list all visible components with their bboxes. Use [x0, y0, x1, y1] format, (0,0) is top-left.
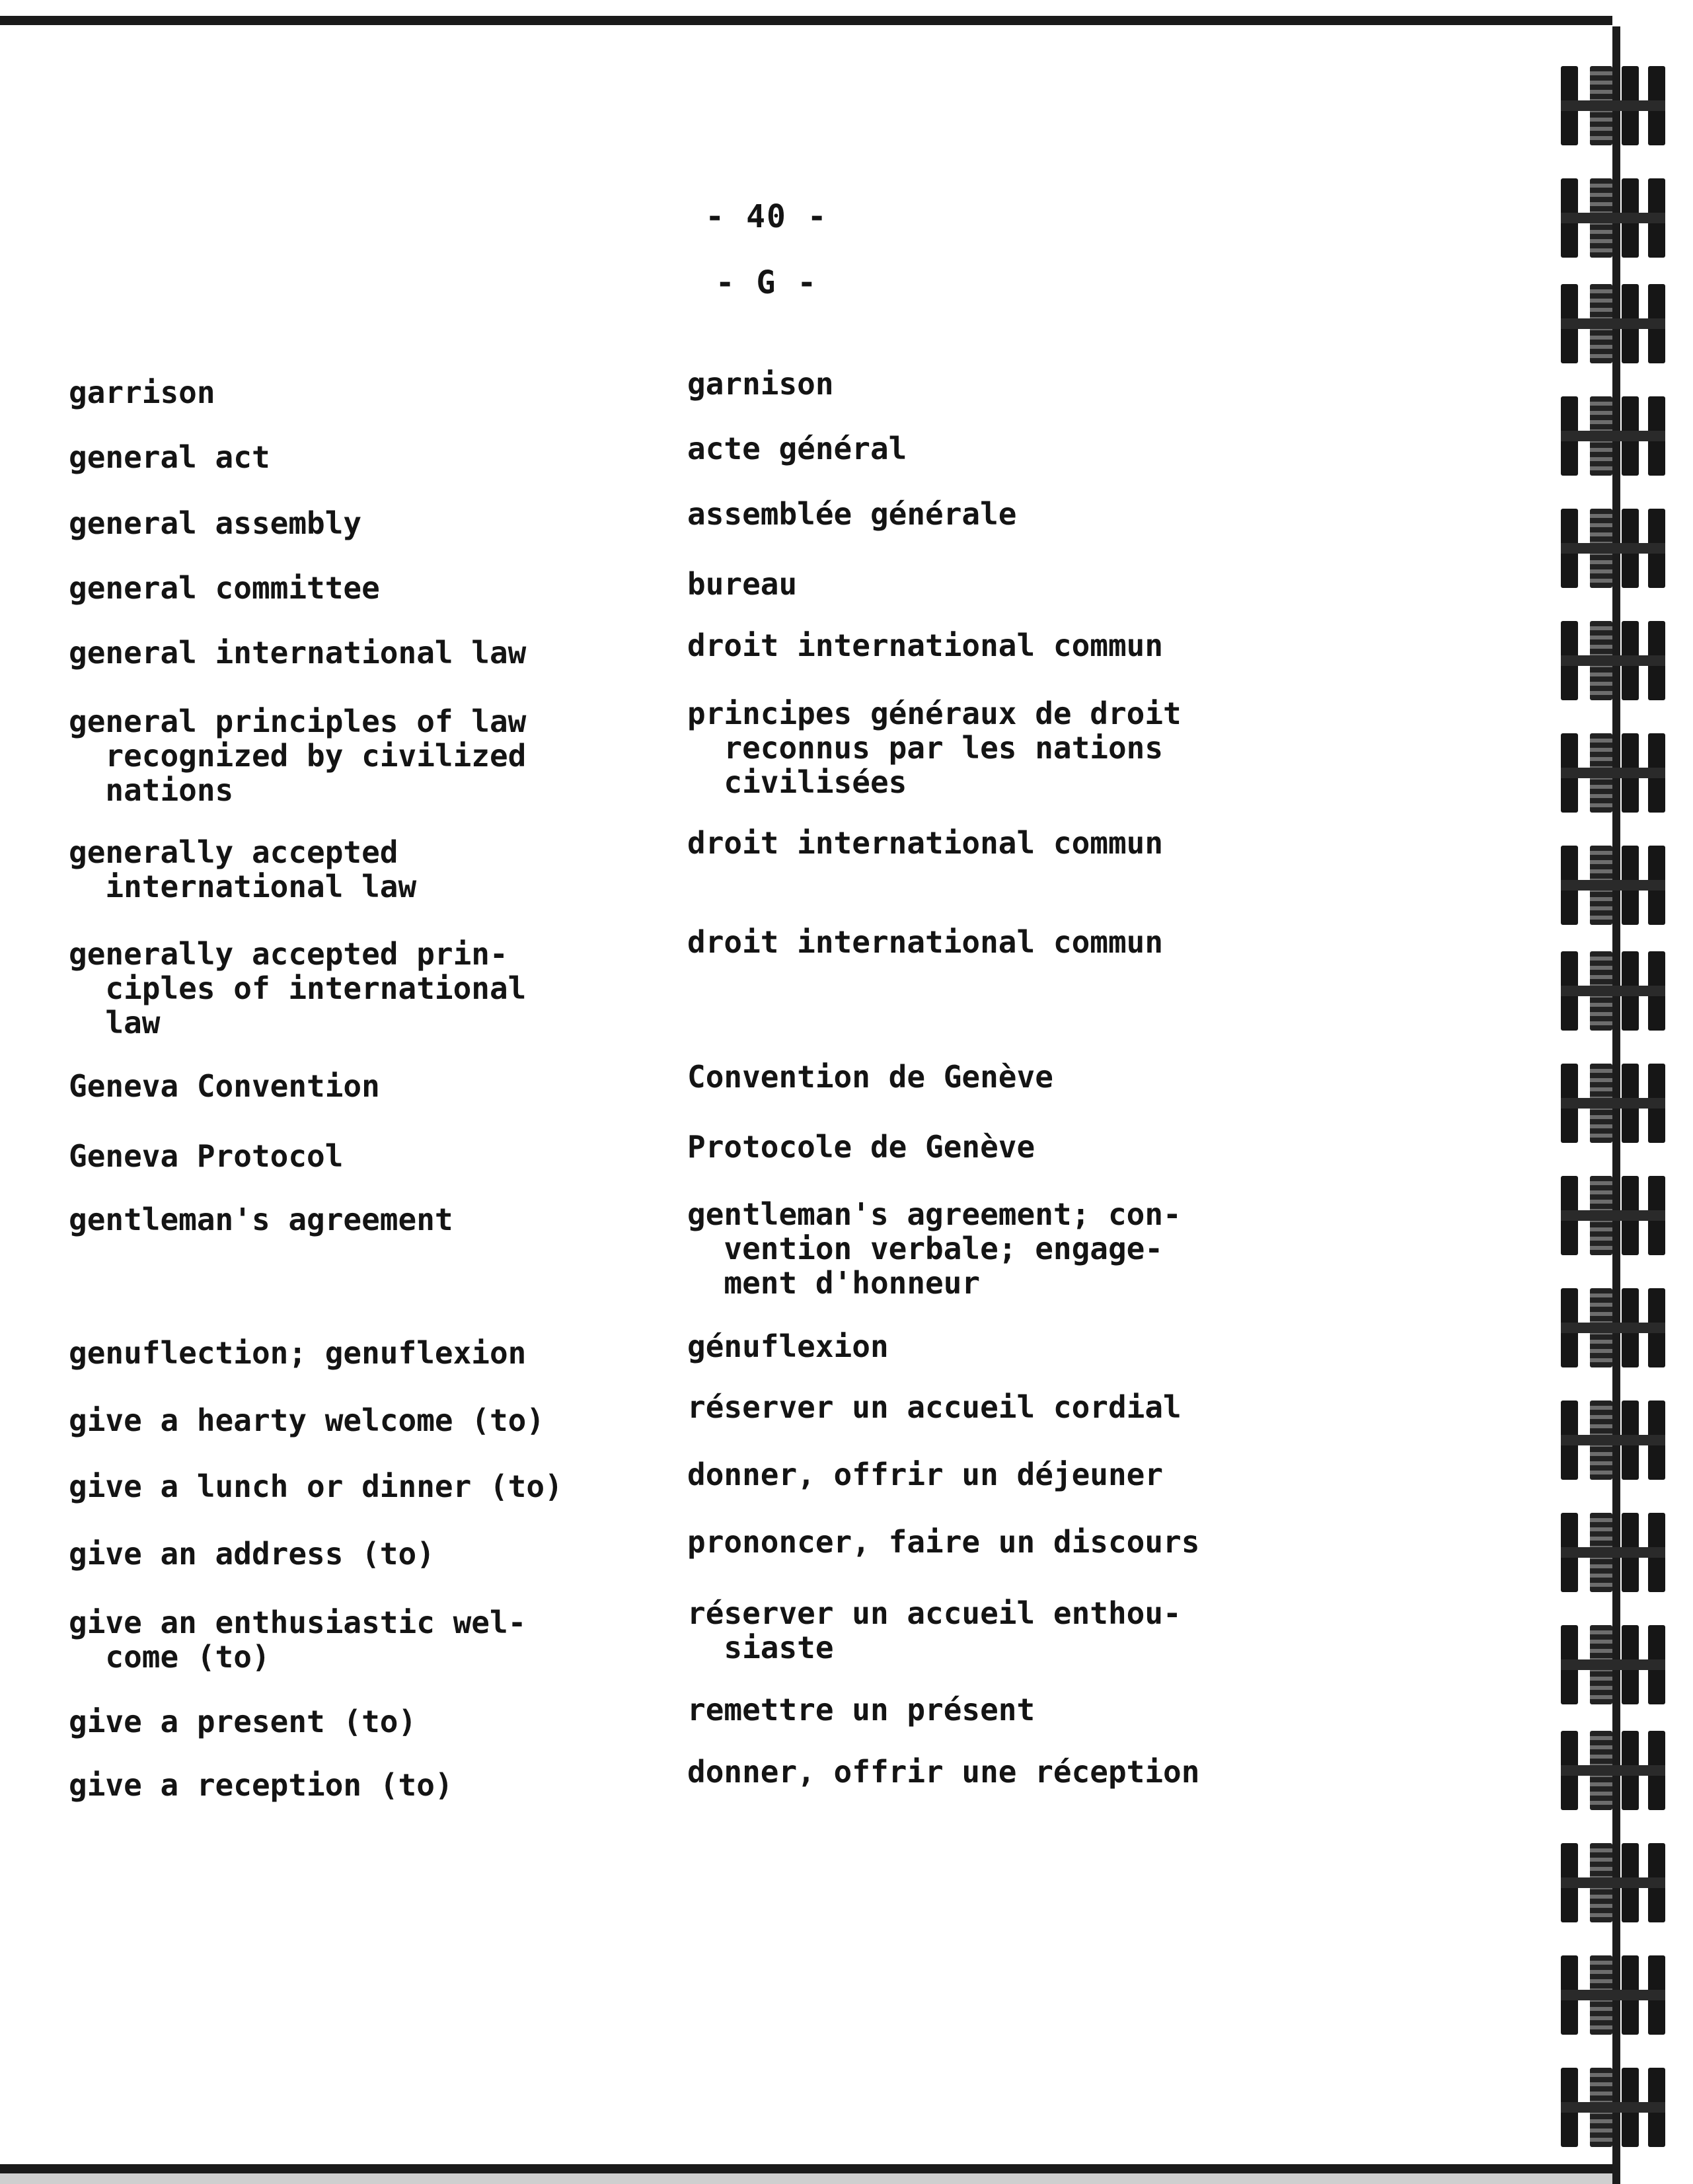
binding-ring-bar — [1561, 213, 1665, 223]
binding-ring-bar — [1561, 1210, 1665, 1221]
entry-french: donner, offrir un déjeuner — [687, 1457, 1164, 1492]
binding-ring-bar — [1561, 1990, 1665, 2000]
binding-ring — [1561, 1401, 1665, 1480]
entry-english: Geneva Protocol — [69, 1138, 344, 1174]
entry-french: droit international commun — [687, 628, 1164, 663]
entry-english: general assembly — [69, 505, 362, 541]
binding-ring — [1561, 1731, 1665, 1810]
binding-ring — [1561, 1843, 1665, 1922]
entry-french: assemblée générale — [687, 496, 1017, 532]
binding-ring — [1561, 1288, 1665, 1367]
entry-english: general committee — [69, 570, 380, 606]
entry-english: give an address (to) — [69, 1536, 435, 1572]
binding-ring-bar — [1561, 880, 1665, 891]
entry-french: gentleman's agreement; con- vention verbale; engage- ment d'honneur — [687, 1196, 1182, 1301]
binding-ring — [1561, 951, 1665, 1031]
binding-ring — [1561, 1955, 1665, 2035]
page-top-border — [0, 0, 1612, 28]
binding-ring-bar — [1561, 100, 1665, 111]
spiral-binding — [1545, 26, 1693, 2184]
binding-ring-bar — [1561, 1323, 1665, 1333]
entry-english: general act — [69, 439, 270, 475]
binding-ring — [1561, 1625, 1665, 1704]
entry-french: génuflexion — [687, 1329, 889, 1364]
binding-ring-bar — [1561, 1659, 1665, 1670]
section-letter: - G - — [715, 264, 818, 301]
binding-ring — [1561, 1513, 1665, 1592]
entry-english: give a lunch or dinner (to) — [69, 1469, 563, 1504]
binding-ring — [1561, 178, 1665, 258]
entry-french: droit international commun — [687, 825, 1164, 861]
entry-french: bureau — [687, 566, 798, 602]
binding-ring — [1561, 846, 1665, 925]
entry-french: Convention de Genève — [687, 1059, 1053, 1095]
binding-ring-bar — [1561, 543, 1665, 554]
binding-ring — [1561, 66, 1665, 145]
entry-french: garnison — [687, 366, 834, 402]
binding-ring — [1561, 2068, 1665, 2147]
binding-ring-bar — [1561, 1877, 1665, 1888]
binding-ring — [1561, 284, 1665, 363]
binding-ring-bar — [1561, 318, 1665, 329]
entry-english: general principles of law recognized by civilized nations — [69, 704, 527, 808]
entry-english: garrison — [69, 375, 215, 410]
entry-english: generally accepted international law — [69, 834, 417, 904]
binding-ring-bar — [1561, 1547, 1665, 1558]
page-number: - 40 - — [705, 198, 828, 235]
entry-english: give a reception (to) — [69, 1767, 453, 1803]
binding-ring-bar — [1561, 2102, 1665, 2113]
binding-ring-bar — [1561, 768, 1665, 778]
entry-english: general international law — [69, 635, 527, 671]
binding-ring-bar — [1561, 431, 1665, 441]
entry-french: prononcer, faire un discours — [687, 1524, 1200, 1560]
entry-french: réserver un accueil enthou- siaste — [687, 1595, 1182, 1665]
entry-french: acte général — [687, 431, 907, 466]
binding-ring — [1561, 1064, 1665, 1143]
entry-french: réserver un accueil cordial — [687, 1389, 1182, 1425]
entry-french: donner, offrir une réception — [687, 1754, 1200, 1790]
entry-french: remettre un présent — [687, 1692, 1035, 1728]
binding-ring — [1561, 509, 1665, 588]
entry-english: give a present (to) — [69, 1704, 417, 1739]
entry-english: give a hearty welcome (to) — [69, 1402, 545, 1438]
binding-ring-bar — [1561, 986, 1665, 996]
page-bottom-border — [0, 2160, 1612, 2184]
binding-ring-bar — [1561, 1765, 1665, 1776]
binding-ring — [1561, 621, 1665, 700]
entry-english: give an enthusiastic wel- come (to) — [69, 1605, 527, 1675]
entry-english: genuflection; genuflexion — [69, 1335, 527, 1371]
entry-french: Protocole de Genève — [687, 1129, 1035, 1165]
binding-ring-bar — [1561, 655, 1665, 666]
entry-english: Geneva Convention — [69, 1068, 380, 1104]
entry-french: droit international commun — [687, 924, 1164, 960]
entry-english: generally accepted prin- ciples of international law — [69, 936, 527, 1040]
entry-french: principes généraux de droit reconnus par les nations civilisées — [687, 696, 1182, 800]
binding-ring-bar — [1561, 1435, 1665, 1445]
entry-english: gentleman's agreement — [69, 1202, 453, 1237]
binding-ring-bar — [1561, 1098, 1665, 1109]
binding-ring — [1561, 1176, 1665, 1255]
binding-ring — [1561, 733, 1665, 813]
binding-ring — [1561, 396, 1665, 476]
